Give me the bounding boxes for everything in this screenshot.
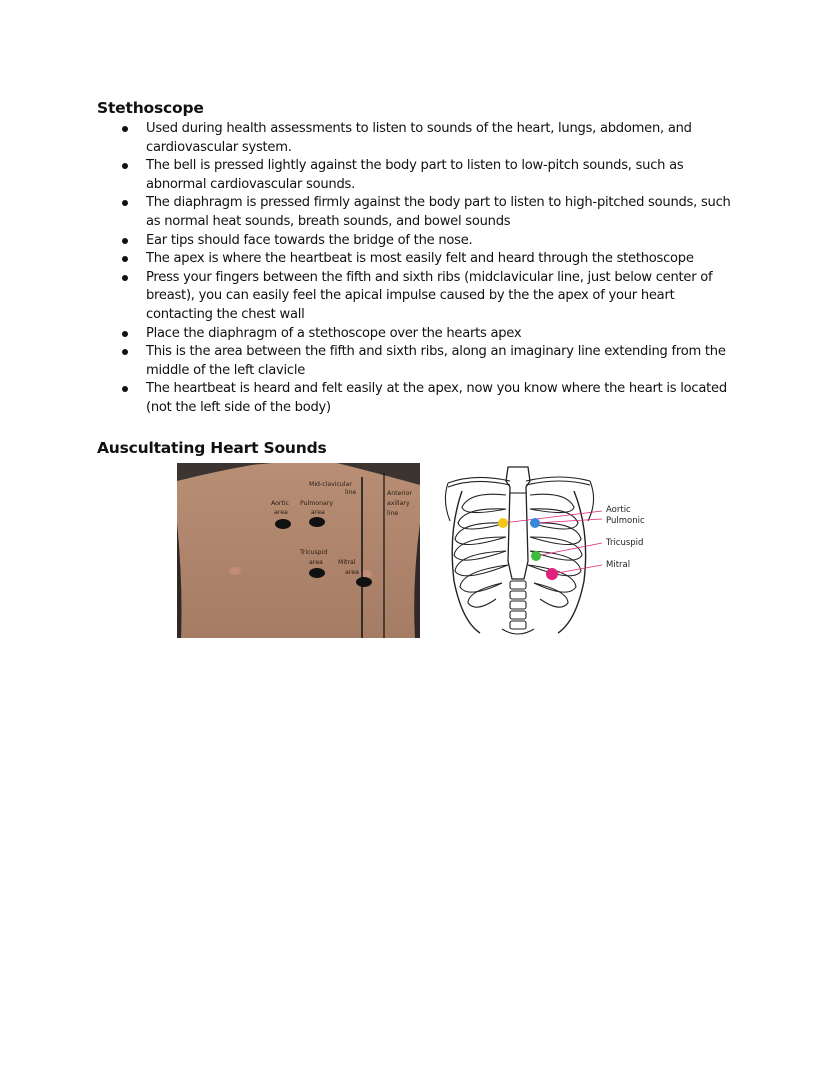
list-item xyxy=(120,250,740,269)
tricuspid-area-marker xyxy=(309,568,325,578)
bullet-icon xyxy=(122,238,128,244)
aortic-label: Aortic xyxy=(606,505,631,515)
bullet-icon xyxy=(122,275,128,281)
mitral-site-dot xyxy=(546,568,558,580)
pulmonary-area-label: Pulmonary xyxy=(300,500,333,507)
bullet-icon xyxy=(122,349,128,355)
list-item-text: The apex is where the heartbeat is most easily felt and heard through the stethoscope xyxy=(146,251,694,267)
anterior-axillary-label: Anterior xyxy=(387,490,412,497)
section-heading-auscultating: Auscultating Heart Sounds xyxy=(97,439,327,457)
tricuspid-site-dot xyxy=(531,551,541,561)
mitral-pointer-line xyxy=(552,565,602,574)
anterior-axillary-label-line3: line xyxy=(387,510,399,517)
pulmonary-area-marker xyxy=(309,517,325,527)
mitral-area-marker xyxy=(356,577,372,587)
tricuspid-label: Tricuspid xyxy=(606,538,644,548)
aortic-area-label: Aortic xyxy=(271,500,290,507)
left-nipple xyxy=(229,567,241,575)
list-item xyxy=(120,380,740,417)
list-item xyxy=(120,325,740,344)
mitral-label: Mitral xyxy=(606,560,631,570)
mitral-area-label-line2: area xyxy=(345,569,359,576)
list-item-text: This is the area between the fifth and sixth ribs, along an imaginary line extending from the middle of the left clavicle xyxy=(146,344,726,378)
chest-photo-figure xyxy=(177,463,420,638)
bullet-icon xyxy=(122,386,128,392)
rib-cage-drawing xyxy=(445,467,593,634)
mid-clavicular-label: Mid-clavicular xyxy=(309,481,352,488)
list-item-text: Used during health assessments to listen to sounds of the heart, lungs, abdomen, and cardiovascular system. xyxy=(146,121,692,155)
pulmonary-area-label-line2: area xyxy=(311,509,325,516)
bullet-icon xyxy=(122,163,128,169)
list-item-text: Place the diaphragm of a stethoscope over the hearts apex xyxy=(146,325,522,341)
list-item-text: The diaphragm is pressed firmly against the body part to listen to high-pitched sounds, such as normal heat sounds, breath sounds, and bowel sounds xyxy=(146,195,731,229)
stethoscope-bullet-list xyxy=(120,120,740,418)
mid-clavicular-label-line2: line xyxy=(345,489,357,496)
anterior-axillary-label-line2: axillary xyxy=(387,500,410,507)
aortic-site-dot xyxy=(498,518,508,528)
bullet-icon xyxy=(122,256,128,262)
list-item xyxy=(120,232,740,251)
pulmonic-pointer-line xyxy=(535,519,602,523)
list-item xyxy=(120,269,740,325)
mitral-area-label: Mitral xyxy=(338,559,356,566)
pulmonic-label: Pulmonic xyxy=(606,516,645,526)
bullet-icon xyxy=(122,200,128,206)
list-item xyxy=(120,343,740,380)
aortic-area-marker xyxy=(275,519,291,529)
bullet-icon xyxy=(122,331,128,337)
list-item-text: Press your fingers between the fifth and sixth ribs (midclavicular line, just below center of breast), you can easily feel the apical impulse caused by the the apex of your heart contacting the chest wall xyxy=(146,269,713,322)
aortic-area-label-line2: area xyxy=(274,509,288,516)
tricuspid-area-label-line2: area xyxy=(309,559,323,566)
list-item xyxy=(120,157,740,194)
bullet-icon xyxy=(122,126,128,132)
aortic-pointer-line xyxy=(503,511,602,523)
tricuspid-area-label: Tricuspid xyxy=(300,549,328,556)
list-item xyxy=(120,120,740,157)
pulmonic-site-dot xyxy=(530,518,540,528)
section-heading-stethoscope: Stethoscope xyxy=(97,99,204,117)
rib-cage-diagram xyxy=(440,461,670,639)
list-item-text: The heartbeat is heard and felt easily at the apex, now you know where the heart is located (not the left side of the body) xyxy=(146,381,727,415)
list-item-text: The bell is pressed lightly against the body part to listen to low-pitch sounds, such as abnormal cardiovascular sounds. xyxy=(146,158,684,192)
list-item xyxy=(120,194,740,231)
list-item-text: Ear tips should face towards the bridge of the nose. xyxy=(146,232,473,248)
